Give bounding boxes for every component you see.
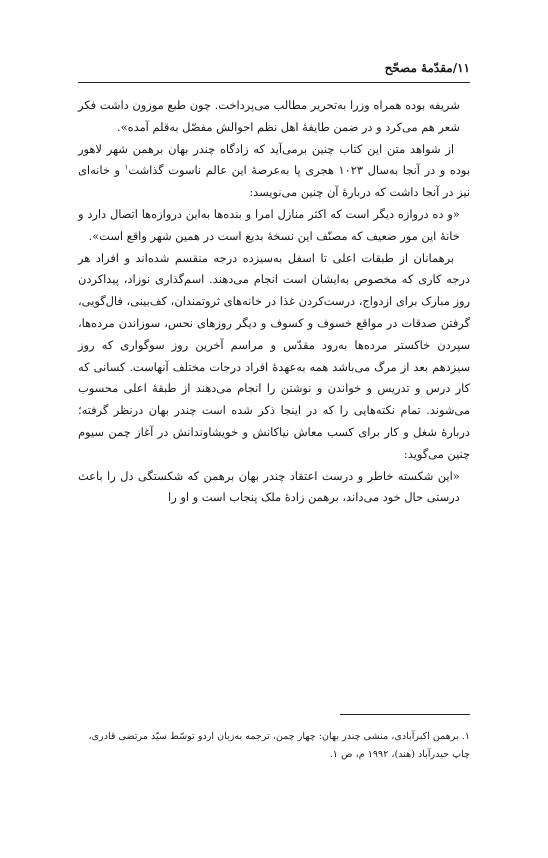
paragraph-text-continued: و خانه‌ای نیز در آنجا داشت که دربارهٔ آن چنین می‌نویسد: bbox=[78, 163, 470, 200]
footnote: ۱. برهمن اکبرآبادی، منشی چندر بهان: چهار چمن، ترجمه به‌زبان اردو توسّط سیّد مرتضی قادری، چاپ حیدرآباد (هند)، ۱۹۹۲ م، ص ۱. bbox=[88, 731, 470, 760]
quote-paragraph: «و ده دروازه دیگر است که اکثر منازل امرا و بنده‌ها به‌این دروازه‌ها اتصال دارد و خانهٔ این مور ضعیف که مصنّف این نسخهٔ بدیع است در همین شهر واقع است». bbox=[78, 206, 460, 243]
running-header: ۱۱/مقدّمهٔ مصحّح bbox=[384, 61, 470, 75]
footnote-rule bbox=[340, 714, 470, 715]
header-rule bbox=[78, 82, 470, 83]
body-paragraph: برهمانان از طبقات اعلی تا اسفل به‌سیزده درجه منقسم شده‌اند و افراد هر درجه کاری که مخصوص به‌ایشان است انجام می‌دهند. اسم‌گذاری نوزاد، پیداکردن روز مبارک برای ازدواج، درست‌کردن غذا در خانه‌های ثروتمندان، کف‌بینی، فال‌گویی، گرفتن صدقات در مواقع خسوف و کسوف و دیگر روزهای نحس، سوزاندن مرده‌ها، سپردن خاکستر مرده‌ها به‌رود مقدّس و مراسم آخرین روز سوگواری که روز سیزدهم بعد از مرگ می‌باشد همه به‌عهدهٔ افراد درجات مختلف آنهاست. کسانی که کار درس و تدریس و خواندن و نوشتن را انجام می‌دهند از طبقهٔ اعلی محسوب می‌شوند. تمام نکته‌هایی را که در اینجا ذکر شده است چندر بهان درنظر گرفته؛ دربارهٔ شغل و کار برای کسب معاش نیاکانش و خویشاوندانش در آغاز چمن سیوم چنین می‌گوید: bbox=[78, 250, 470, 461]
quote-paragraph: شریفه بوده همراه وزرا به‌تحریر مطالب می‌پرداخت. چون طبع موزون داشت فکر شعر هم می‌کرد و در ضمن طایفهٔ اهل نظم احوالش مفصّل به‌قلم آمده». bbox=[78, 98, 460, 134]
quote-paragraph: «این شکسته خاطر و درست اعتقاد چندر بهان برهمن که شکستگی دل را باعث درستی حال خود می‌داند، برهمن زادهٔ ملک پنجاب است و او را bbox=[78, 468, 460, 505]
body-paragraph bbox=[78, 139, 470, 204]
footnote-reference[interactable]: ۱ bbox=[124, 163, 129, 172]
paragraph-text: از شواهد متن این کتاب چنین برمی‌آید که زادگاه چندر بهان برهمن شهر لاهور بوده و در آنجا به‌سال ۱۰۲۳ هجری پا به‌عرصهٔ این عالم ناسوت گذاشت bbox=[78, 141, 470, 178]
body-text bbox=[78, 95, 470, 509]
